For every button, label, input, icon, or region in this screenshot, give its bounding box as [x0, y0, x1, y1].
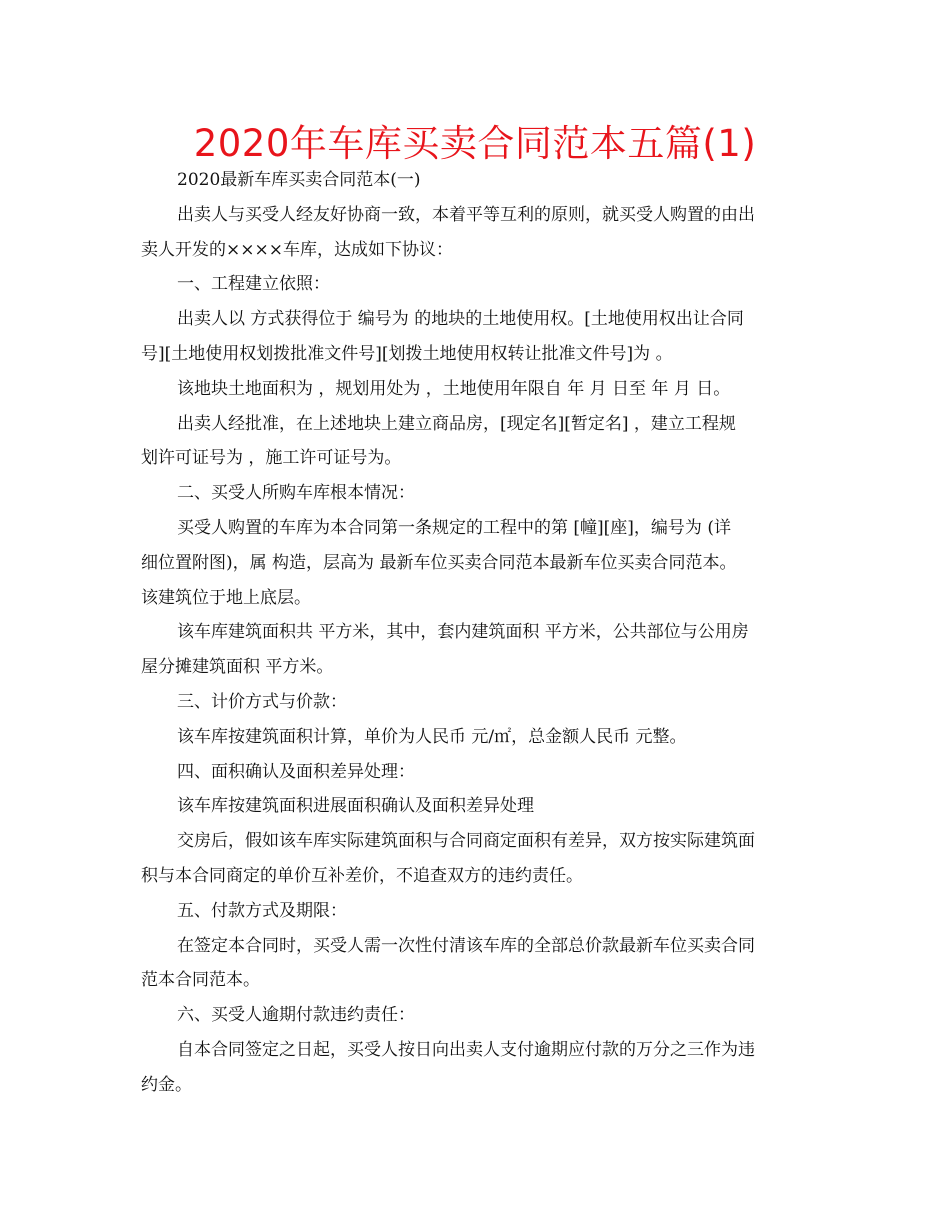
paragraph-line: 该车库按建筑面积计算，单价为人民币 元/㎡，总金额人民币 元整。 [177, 726, 687, 747]
section-subtitle: 2020最新车库买卖合同范本(一) [177, 170, 421, 190]
paragraph-line: 买受人购置的车库为本合同第一条规定的工程中的第 [幢][座]，编号为 (详 [177, 517, 731, 538]
section-heading: 五、付款方式及期限： [177, 900, 347, 921]
section-heading: 一、工程建立依照： [177, 274, 330, 295]
section-heading: 四、面积确认及面积差异处理： [177, 761, 415, 782]
paragraph-line: 交房后，假如该车库实际建筑面积与合同商定面积有差异，双方按实际建筑面 [177, 831, 755, 852]
paragraph-line: 细位置附图)，属 构造，层高为 最新车位买卖合同范本最新车位买卖合同范本。 [141, 552, 737, 573]
paragraph-line: 出卖人以 方式获得位于 编号为 的地块的土地使用权。[土地使用权出让合同 [177, 309, 744, 330]
paragraph-line: 出卖人经批准，在上述地块上建立商品房，[现定名][暂定名] ，建立工程规 [177, 413, 736, 434]
paragraph-line: 约金。 [141, 1074, 192, 1095]
paragraph-line: 屋分摊建筑面积 平方米。 [141, 657, 334, 678]
paragraph-line: 该建筑位于地上底层。 [141, 587, 311, 608]
paragraph-line: 划许可证号为 ，施工许可证号为。 [141, 448, 402, 469]
paragraph-line: 范本合同范本。 [141, 970, 260, 991]
paragraph-line: 在签定本合同时，买受人需一次性付清该车库的全部总价款最新车位买卖合同 [177, 935, 755, 956]
paragraph-line: 该车库按建筑面积进展面积确认及面积差异处理 [177, 796, 534, 817]
paragraph-line: 出卖人与买受人经友好协商一致，本着平等互利的原则，就买受人购置的由出 [177, 204, 755, 225]
paragraph-line: 号][土地使用权划拨批准文件号][划拨土地使用权转让批准文件号]为 。 [141, 343, 673, 364]
section-heading: 三、计价方式与价款： [177, 691, 347, 712]
section-heading: 二、买受人所购车库根本情况： [177, 483, 415, 504]
document-body [141, 163, 813, 1103]
paragraph-line: 积与本合同商定的单价互补差价，不追查双方的违约责任。 [141, 865, 583, 886]
section-heading: 六、买受人逾期付款违约责任： [177, 1005, 415, 1026]
paragraph-line: 自本合同签定之日起，买受人按日向出卖人支付逾期应付款的万分之三作为违 [177, 1039, 755, 1060]
document-title: 2020年车库买卖合同范本五篇(1) [193, 122, 757, 165]
paragraph-line: 该地块土地面积为 ，规划用处为 ，土地使用年限自 年 月 日至 年 月 日。 [177, 378, 731, 399]
paragraph-line: 卖人开发的××××车库，达成如下协议： [141, 239, 453, 260]
paragraph-line: 该车库建筑面积共 平方米，其中，套内建筑面积 平方米，公共部位与公用房 [177, 622, 749, 643]
